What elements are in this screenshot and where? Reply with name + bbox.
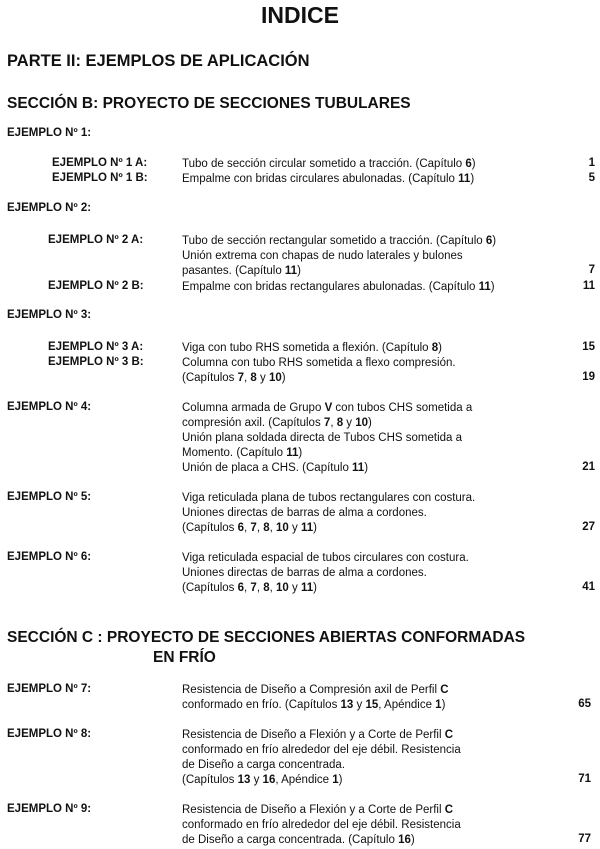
- entry-label-3a: EJEMPLO Nº 3 A:: [48, 341, 144, 353]
- entry-label-2a: EJEMPLO Nº 2 A:: [48, 234, 144, 246]
- entry-page-2b: 11: [582, 280, 595, 292]
- group-heading-1: EJEMPLO Nº 1:: [7, 127, 92, 139]
- entry-page-6: 41: [582, 581, 595, 593]
- entry-desc-6: Viga reticulada espacial de tubos circulares con costura. Uniones directas de barras de alma a cordones. (Capítulos 6, 7, 8, 10 y 11): [182, 552, 469, 594]
- entry-desc-9: Resistencia de Diseño a Flexión y a Corte de Perfil C conformado en frío alrededor del eje débil. Resistencia de Diseño a carga concentrada. (Capítulo 16): [182, 804, 461, 846]
- entry-label-6: EJEMPLO Nº 6:: [7, 551, 92, 563]
- entry-desc-5: Viga reticulada plana de tubos rectangulares con costura. Uniones directas de barras de alma a cordones. (Capítulos 6, 7, 8, 10 y 11): [182, 492, 476, 534]
- group-heading-2: EJEMPLO Nº 2:: [7, 202, 92, 214]
- entry-page-5: 27: [582, 521, 595, 533]
- section-b-heading: SECCIÓN B: PROYECTO DE SECCIONES TUBULARES: [7, 95, 411, 112]
- entry-desc-2b: Empalme con bridas rectangulares abulonadas. (Capítulo 11): [182, 281, 495, 293]
- entry-desc-3a: Viga con tubo RHS sometida a flexión. (Capítulo 8): [182, 342, 442, 354]
- entry-page-3b: 19: [582, 371, 595, 383]
- entry-label-8: EJEMPLO Nº 8:: [7, 728, 92, 740]
- entry-label-3b: EJEMPLO Nº 3 B:: [48, 356, 144, 368]
- entry-page-4: 21: [582, 461, 595, 473]
- page-title: INDICE: [261, 2, 339, 28]
- entry-label-5: EJEMPLO Nº 5:: [7, 491, 92, 503]
- section-c-heading-line2: EN FRÍO: [153, 649, 216, 666]
- entry-label-1a: EJEMPLO Nº 1 A:: [52, 157, 148, 169]
- entry-desc-1b: Empalme con bridas circulares abulonadas. (Capítulo 11): [182, 173, 475, 185]
- entry-label-1b: EJEMPLO Nº 1 B:: [52, 172, 148, 184]
- entry-desc-1a: Tubo de sección circular sometido a tracción. (Capítulo 6): [182, 158, 476, 170]
- group-heading-3: EJEMPLO Nº 3:: [7, 309, 92, 321]
- entry-page-9: 77: [578, 833, 591, 845]
- entry-desc-3b: Columna con tubo RHS sometida a flexo compresión. (Capítulos 7, 8 y 10): [182, 357, 456, 384]
- entry-page-1a: 1: [588, 157, 595, 169]
- part-heading: PARTE II: EJEMPLOS DE APLICACIÓN: [7, 52, 310, 70]
- entry-page-3a: 15: [582, 341, 595, 353]
- entry-label-2b: EJEMPLO Nº 2 B:: [48, 280, 144, 292]
- entry-label-9: EJEMPLO Nº 9:: [7, 803, 92, 815]
- entry-page-8: 71: [578, 773, 591, 785]
- entry-page-1b: 5: [588, 172, 595, 184]
- entry-label-7: EJEMPLO Nº 7:: [7, 683, 92, 695]
- entry-desc-2a: Tubo de sección rectangular sometido a tracción. (Capítulo 6) Unión extrema con chapas de nudo laterales y bulones pasantes. (Capítulo 11): [182, 235, 497, 277]
- entry-desc-4: Columna armada de Grupo V con tubos CHS sometida a compresión axil. (Capítulos 7, 8 y 10) Unión plana soldada directa de Tubos CHS sometida a Momento. (Capítulo 11) Unión de placa a CHS. (Capítulo 11): [182, 402, 473, 474]
- section-c-heading: SECCIÓN C : PROYECTO DE SECCIONES ABIERTAS CONFORMADAS: [7, 629, 526, 646]
- entry-desc-7: Resistencia de Diseño a Compresión axil de Perfil C conformado en frío. (Capítulos 13 y 15, Apéndice 1): [182, 684, 449, 711]
- entry-page-7: 65: [578, 698, 591, 710]
- entry-page-2a: 7: [588, 264, 595, 276]
- entry-desc-8: Resistencia de Diseño a Flexión y a Corte de Perfil C conformado en frío alrededor del eje débil. Resistencia de Diseño a carga concentrada. (Capítulos 13 y 16, Apéndice 1): [182, 729, 461, 786]
- entry-label-4: EJEMPLO Nº 4:: [7, 401, 92, 413]
